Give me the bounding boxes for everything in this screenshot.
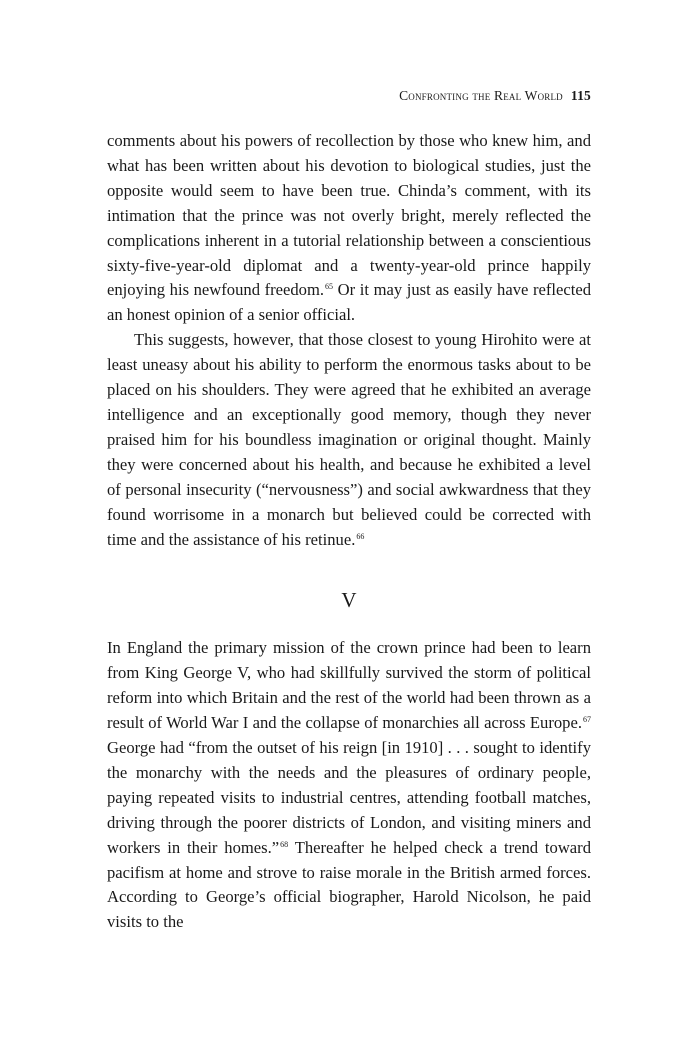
- footnote-ref-65: 65: [325, 282, 334, 292]
- paragraph-3: [107, 636, 591, 935]
- book-page: [107, 86, 591, 935]
- running-head: [107, 86, 591, 106]
- footnote-ref-68: 68: [280, 839, 289, 849]
- paragraph-3-text-a: In England the primary mission of the crown prince had been to learn from King George V, who had skillfully survived the storm of political reform into which Britain and the rest of the world had been thrown as a result of World War I and the collapse of monarchies all across Europe.: [107, 638, 591, 733]
- paragraph-1-text-b: Or it may just as easily have reflected an honest opinion of a senior official.: [107, 280, 591, 325]
- paragraph-1: [107, 129, 591, 328]
- section-heading: V: [341, 588, 357, 613]
- footnote-ref-67: 67: [583, 715, 591, 725]
- paragraph-2-text: This suggests, however, that those closest to young Hirohito were at least uneasy about his ability to perform the enormous tasks about to be placed on his shoulders. They were agreed that he exhibited an average intelligence and an exceptionally good memory, though they never praised him for his boundless imagination or original thought. Mainly they were concerned about his health, and because he exhibited a level of personal insecurity (“nervousness”) and social awkwardness that they found worrisome in a monarch but believed could be corrected with time and the assistance of his retinue.: [107, 330, 591, 549]
- page-number: 115: [570, 88, 591, 103]
- paragraph-3-text-c: Thereafter he helped check a trend toward pacifism at home and strove to raise morale in the British armed forces. According to George’s official biographer, Harold Nicolson, he paid visits to the: [107, 837, 591, 932]
- paragraph-1-text-a: comments about his powers of recollection by those who knew him, and what has been written about his devotion to biological studies, just the opposite would seem to have been true. Chinda’s comment, with its intimation that the prince was not overly bright, merely reflected the complications inherent in a tutorial relationship between a conscientious sixty-five-year-old diplomat and a twenty-year-old prince happily enjoying his newfound freedom.: [107, 131, 591, 300]
- footnote-ref-66: 66: [356, 531, 365, 541]
- paragraph-2: [107, 328, 591, 552]
- running-head-title: Confronting the Real World: [399, 88, 563, 103]
- paragraph-3-text-b: George had “from the outset of his reign [in 1910] . . . sought to identify the monarchy with the needs and the pleasures of ordinary people, paying repeated visits to industrial centres, attending football matches, driving through the poorer districts of London, and visiting miners and workers in their homes.”: [107, 738, 591, 857]
